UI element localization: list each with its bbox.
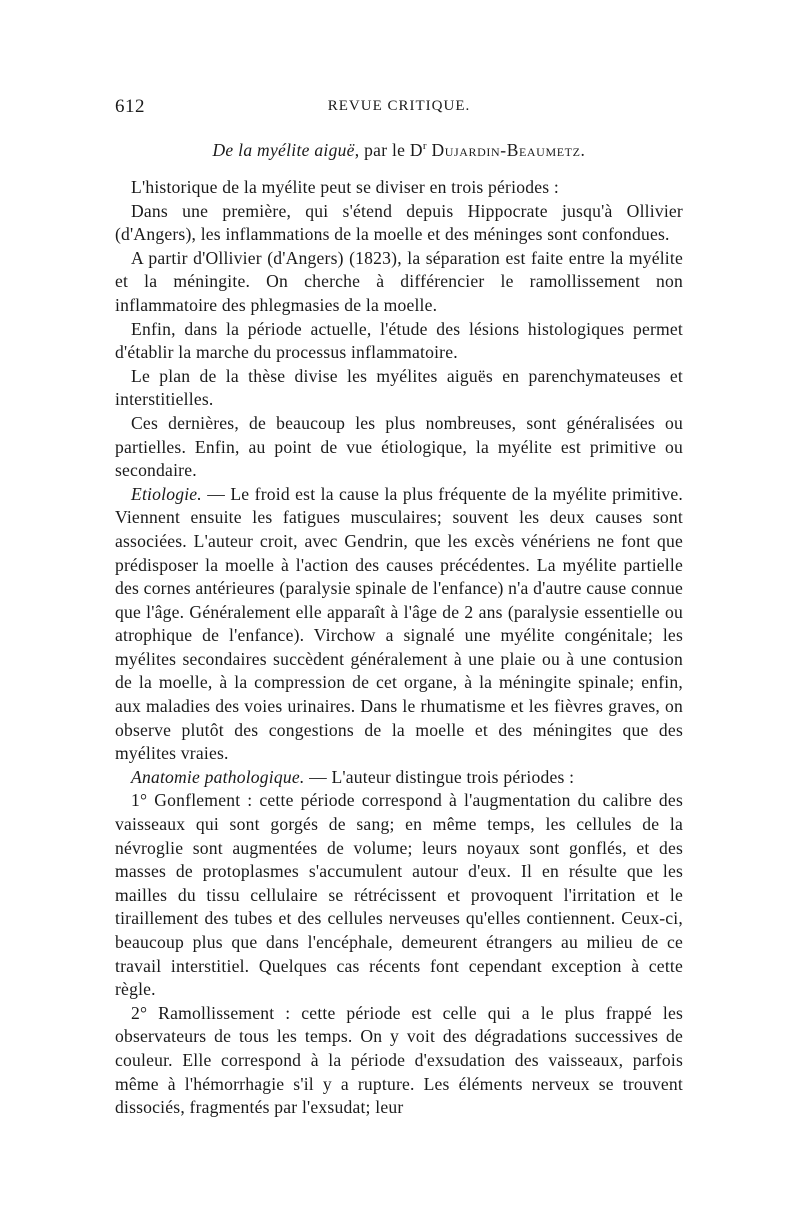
paragraph: [115, 176, 683, 200]
paragraph: [115, 200, 683, 247]
book-page: [115, 96, 683, 1120]
paragraph-text: — Le froid est la cause la plus fréquente de la myélite primitive. Viennent ensuite les fatigues musculaires; souvent les deux causes sont associées. L'auteur croit, avec Gendrin, que les excès vénériens ne font que prédisposer la moelle à l'action des causes précédentes. La myélite partielle des cornes antérieures (paralysie spinale de l'enfance) n'a d'autre cause connue que l'âge. Généralement elle apparaît à l'âge de 2 ans (paralysie essentielle ou atrophique de l'enfance). Virchow a signalé une myélite congénitale; les myélites secondaires succèdent généralement à une plaie ou à une contusion de la moelle, à la compression de cet organe, à la méningite spinale; enfin, aux maladies des voies urinaires. Dans le rhumatisme et les fièvres graves, on observe plutôt des congestions de la moelle et des méningites que des myélites vraies.: [115, 483, 683, 764]
paragraph-text: A partir d'Ollivier (d'Angers) (1823), la séparation est faite entre la myélite et la méningite. On cherche à différencier le ramollissement non inflammatoire des phlegmasies de la moelle.: [115, 247, 683, 315]
body-text: [115, 176, 683, 1120]
paragraph-text: Le plan de la thèse divise les myélites aiguës en parenchymateuses et interstitielles.: [115, 365, 683, 410]
paragraph: [115, 1002, 683, 1120]
running-title: REVUE CRITIQUE.: [327, 98, 471, 114]
paragraph: [115, 365, 683, 412]
paragraph-lead: Anatomie pathologique.: [131, 766, 305, 787]
byline-superscript: r: [422, 140, 427, 153]
paragraph-text: Enfin, dans la période actuelle, l'étude des lésions histologiques permet d'établir la marche du processus inflammatoire.: [115, 318, 683, 363]
paragraph: [115, 318, 683, 365]
author-name: Dujardin-Beaumetz.: [431, 140, 586, 160]
page-number: 612: [115, 96, 145, 117]
paragraph: [115, 789, 683, 1001]
paragraph: [115, 412, 683, 483]
paragraph-text: 1° Gonflement : cette période correspond à l'augmentation du calibre des vaisseaux qui sont gorgés de sang; en même temps, les cellules de la névroglie sont augmentées de volume; leurs noyaux sont gonflés, et des masses de protoplasmes s'accumulent autour d'eux. Il en résulte que les mailles du tissu cellulaire se rétrécissent et provoquent l'irritation et le tiraillement des tubes et des cellules nerveuses qu'elles contiennent. Ceux-ci, beaucoup plus que dans l'encéphale, demeurent étrangers au milieu de ce travail interstitiel. Quelques cas récents font cependant exception à cette règle.: [115, 790, 683, 1000]
paragraph-text: Ces dernières, de beaucoup les plus nombreuses, sont généralisées ou partielles. Enfin, au point de vue étiologique, la myélite est primitive ou secondaire.: [115, 412, 683, 481]
article-title: [115, 138, 683, 162]
paragraph-etiologie: [115, 483, 683, 766]
paragraph-anatomie: [115, 766, 683, 790]
byline-prefix: , par le D: [354, 140, 423, 160]
article-title-text: De la myélite aiguë: [212, 140, 355, 160]
paragraph-text: L'historique de la myélite peut se diviser en trois périodes :: [131, 177, 559, 197]
paragraph-text: 2° Ramollissement : cette période est celle qui a le plus frappé les observateurs de tous les temps. On y voit des dégradations successives de couleur. Elle correspond à la période d'exsudation des vaisseaux, parfois même à l'hémorrhagie s'il y a rupture. Les éléments nerveux se trouvent dissociés, fragmentés par l'exsudat; leur: [115, 1002, 683, 1118]
running-head: [115, 96, 683, 120]
paragraph-text: Dans une première, qui s'étend depuis Hippocrate jusqu'à Ollivier (d'Angers), les inflammations de la moelle et des méninges sont confondues.: [115, 200, 683, 245]
paragraph-lead: Etiologie.: [131, 483, 202, 504]
paragraph-text: — L'auteur distingue trois périodes :: [304, 766, 575, 787]
paragraph: [115, 247, 683, 318]
